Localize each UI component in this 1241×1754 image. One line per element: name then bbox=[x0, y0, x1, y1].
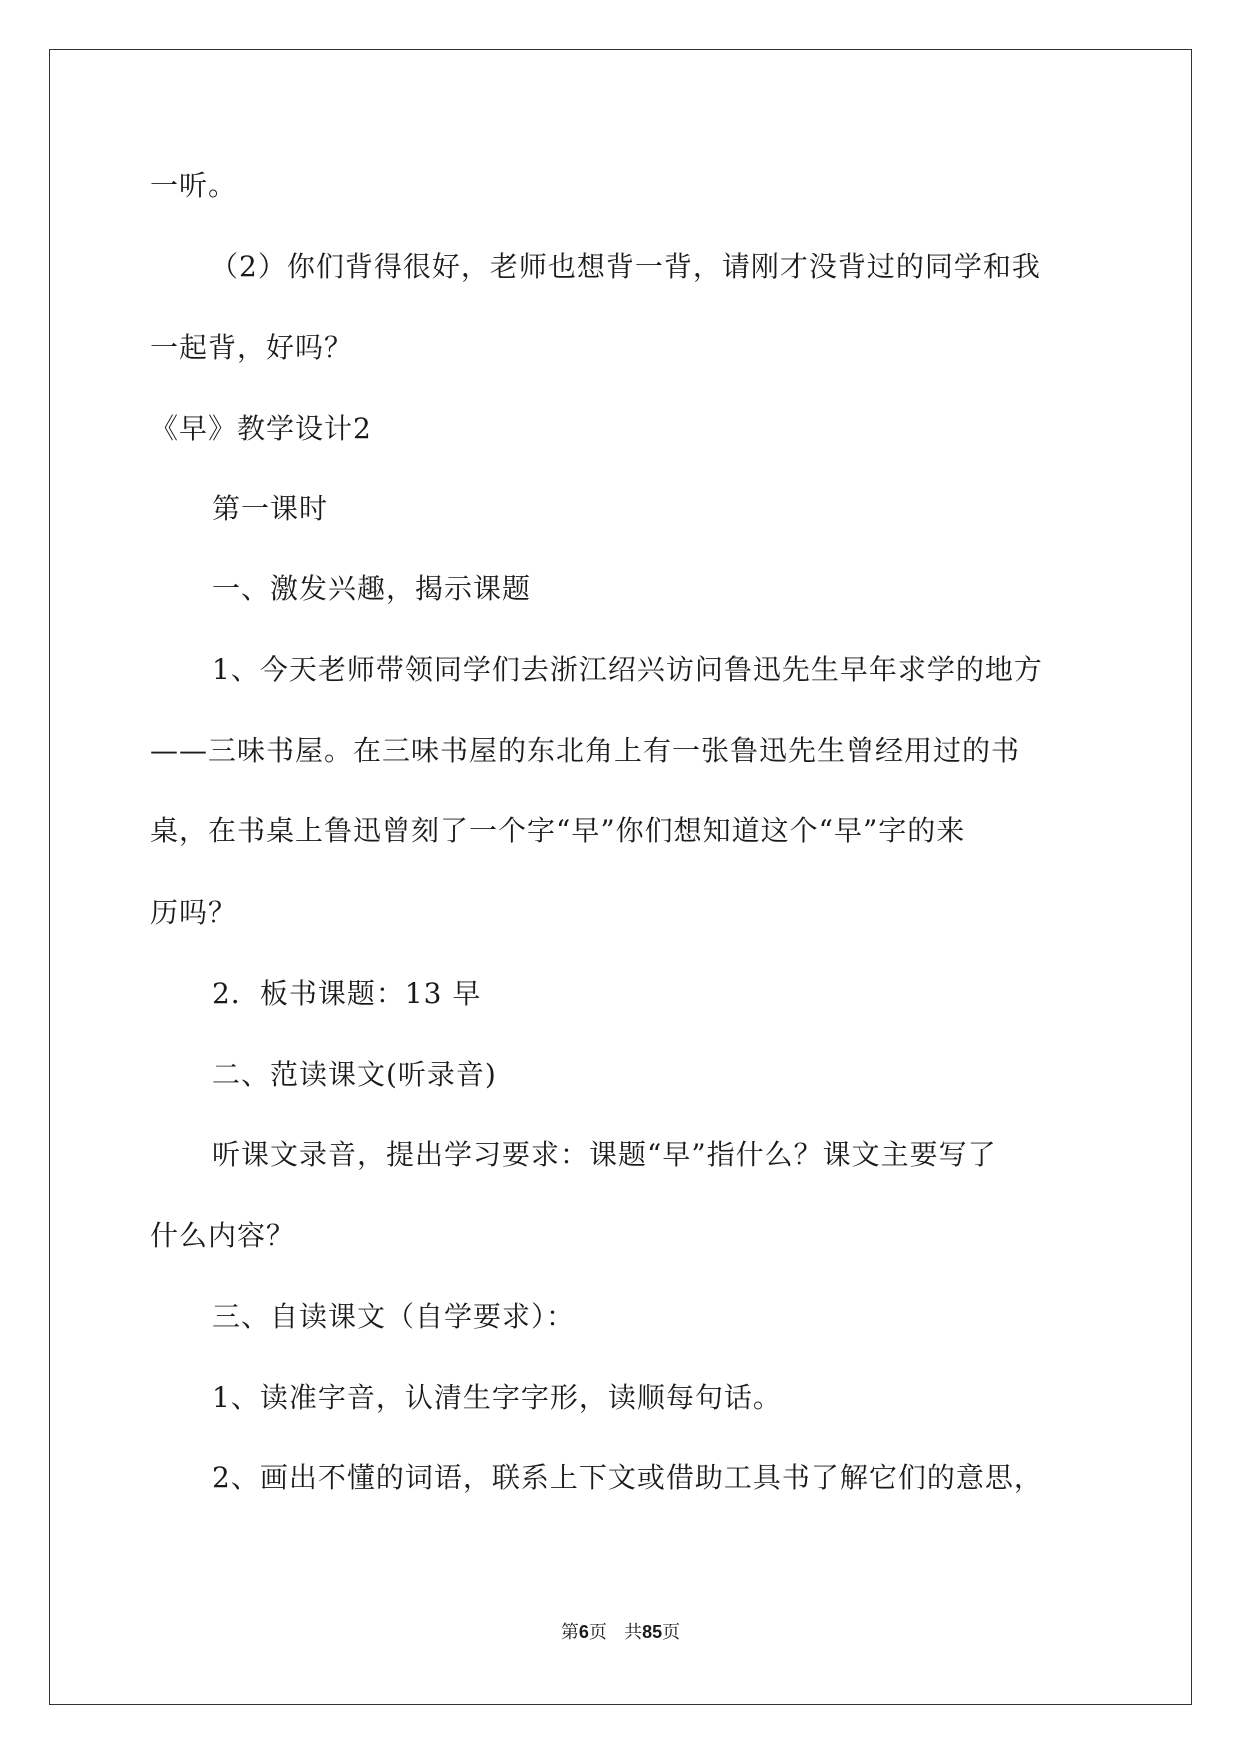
text-line: 2、画出不懂的词语，联系上下文或借助工具书了解它们的意思， bbox=[212, 1461, 1043, 1494]
page-footer bbox=[0, 1620, 1241, 1645]
text-line: 二、范读课文(听录音) bbox=[212, 1058, 497, 1091]
text-line: ——三味书屋。在三味书屋的东北角上有一张鲁迅先生曾经用过的书 bbox=[150, 734, 1021, 767]
page-number: 6 bbox=[578, 1622, 589, 1642]
total-prefix: 共 bbox=[624, 1622, 643, 1643]
text-line: 什么内容？ bbox=[150, 1219, 296, 1252]
text-line: 1、今天老师带领同学们去浙江绍兴访问鲁迅先生早年求学的地方 bbox=[212, 653, 1043, 686]
total-pages: 85 bbox=[642, 1622, 663, 1642]
text-line: （2）你们背得很好，老师也想背一背，请刚才没背过的同学和我 bbox=[210, 250, 1041, 283]
text-line: 一听。 bbox=[150, 169, 238, 202]
text-line: 2．板书课题：13 早 bbox=[212, 977, 482, 1010]
text-line: 一、激发兴趣，揭示课题 bbox=[212, 572, 532, 605]
page-prefix: 第 bbox=[560, 1622, 579, 1643]
page-border bbox=[49, 49, 1192, 1705]
section-heading: 《早》教学设计2 bbox=[150, 412, 372, 445]
text-line: 一起背，好吗？ bbox=[150, 331, 354, 364]
text-line: 三、自读课文（自学要求）： bbox=[212, 1300, 576, 1333]
text-line: 历吗？ bbox=[150, 896, 238, 929]
text-line: 听课文录音，提出学习要求：课题“早”指什么？课文主要写了 bbox=[212, 1138, 997, 1171]
text-line: 第一课时 bbox=[212, 492, 329, 525]
page-suffix: 页 bbox=[588, 1622, 607, 1643]
text-line: 1、读准字音，认清生字字形，读顺每句话。 bbox=[212, 1381, 782, 1414]
text-line: 桌，在书桌上鲁迅曾刻了一个字“早”你们想知道这个“早”字的来 bbox=[150, 814, 966, 847]
total-suffix: 页 bbox=[662, 1622, 681, 1643]
